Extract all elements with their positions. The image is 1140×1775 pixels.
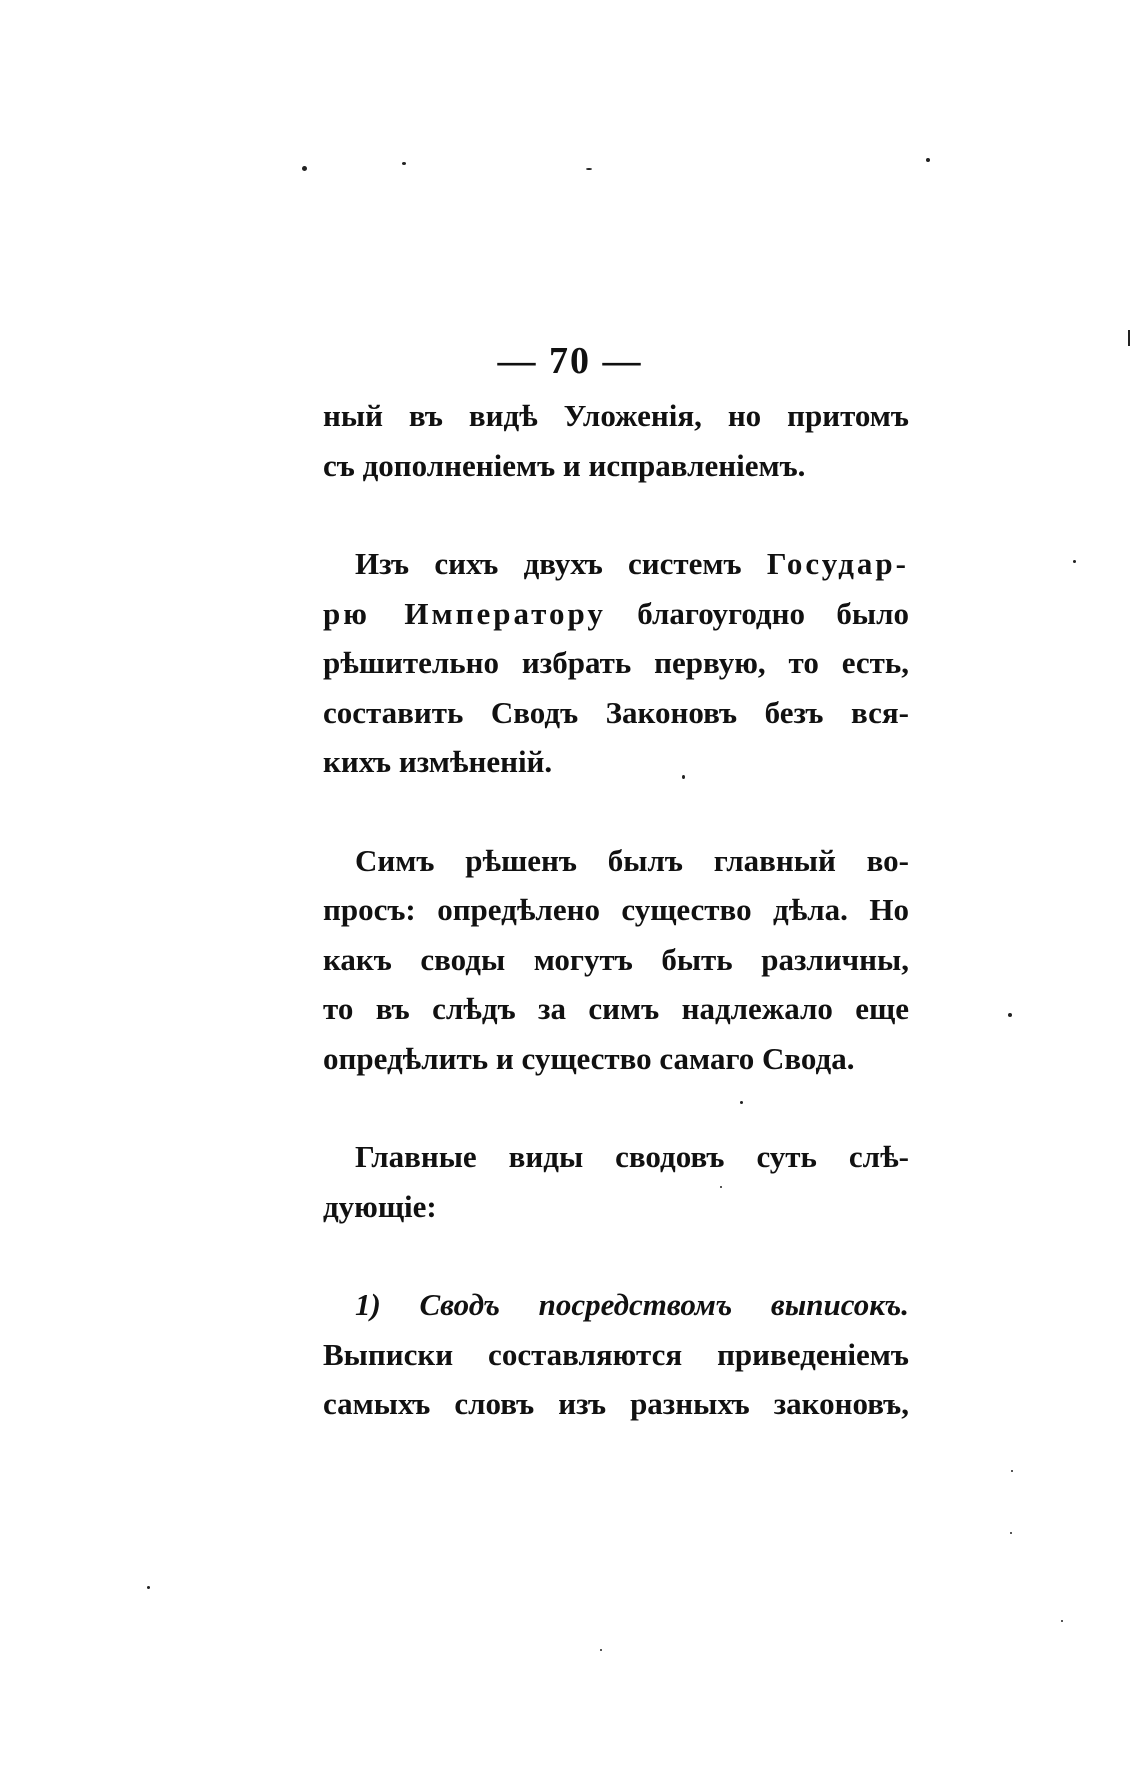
paragraph — [323, 1132, 909, 1231]
text-line: рѣшительно избрать первую, то есть, — [323, 645, 909, 680]
scan-speck — [147, 1586, 150, 1589]
text-line: дующіе: — [323, 1188, 437, 1224]
scan-speck — [1061, 1620, 1063, 1622]
scan-speck — [1011, 1470, 1013, 1472]
scan-speck — [600, 1649, 602, 1651]
text-line: съ дополненіемъ и исправленіемъ. — [323, 447, 806, 483]
text-line: просъ: опредѣлено существо дѣла. Но — [323, 892, 909, 927]
text-line: ный въ видѣ Уложенія, но притомъ — [323, 398, 909, 433]
scan-speck — [402, 162, 406, 165]
text-line: Главные виды сводовъ суть слѣ- — [355, 1139, 909, 1174]
scan-speck — [926, 158, 930, 162]
scan-speck — [1073, 560, 1076, 563]
text-line: то въ слѣдъ за симъ надлежало еще — [323, 991, 909, 1026]
paragraph — [323, 391, 909, 490]
text-line: кихъ измѣненій. — [323, 744, 553, 779]
text-line: 1) Сводъ посредствомъ выписокъ. — [355, 1287, 909, 1322]
scan-speck — [1010, 1532, 1012, 1534]
scan-speck — [586, 168, 592, 170]
text-segment-spaced: Императору — [404, 595, 606, 631]
text-line: самыхъ словъ изъ разныхъ законовъ, — [323, 1386, 909, 1421]
text-line: Выписки составляются приведеніемъ — [323, 1336, 909, 1372]
text-line: какъ своды могутъ быть различны, — [323, 941, 909, 977]
body-text — [323, 391, 909, 1429]
paragraph — [323, 1280, 909, 1429]
text-line: Симъ рѣшенъ былъ главный во- — [355, 842, 909, 878]
text-segment: Изъ сихъ двухъ системъ — [355, 546, 767, 581]
text-line — [323, 539, 909, 589]
scan-speck — [302, 166, 307, 171]
text-segment-spaced: рю — [323, 595, 405, 631]
text-segment-spaced: Государ- — [766, 546, 909, 581]
text-line: составить Сводъ Законовъ безъ вся- — [323, 694, 909, 730]
paragraph — [323, 836, 909, 1084]
paragraph — [323, 539, 909, 787]
scan-speck — [1008, 1013, 1012, 1017]
page-number: — 70 — — [497, 340, 643, 382]
text-line — [323, 589, 909, 639]
text-segment: благоугодно было — [605, 595, 909, 631]
text-line: опредѣлить и существо самаго Свода. — [323, 1040, 855, 1076]
